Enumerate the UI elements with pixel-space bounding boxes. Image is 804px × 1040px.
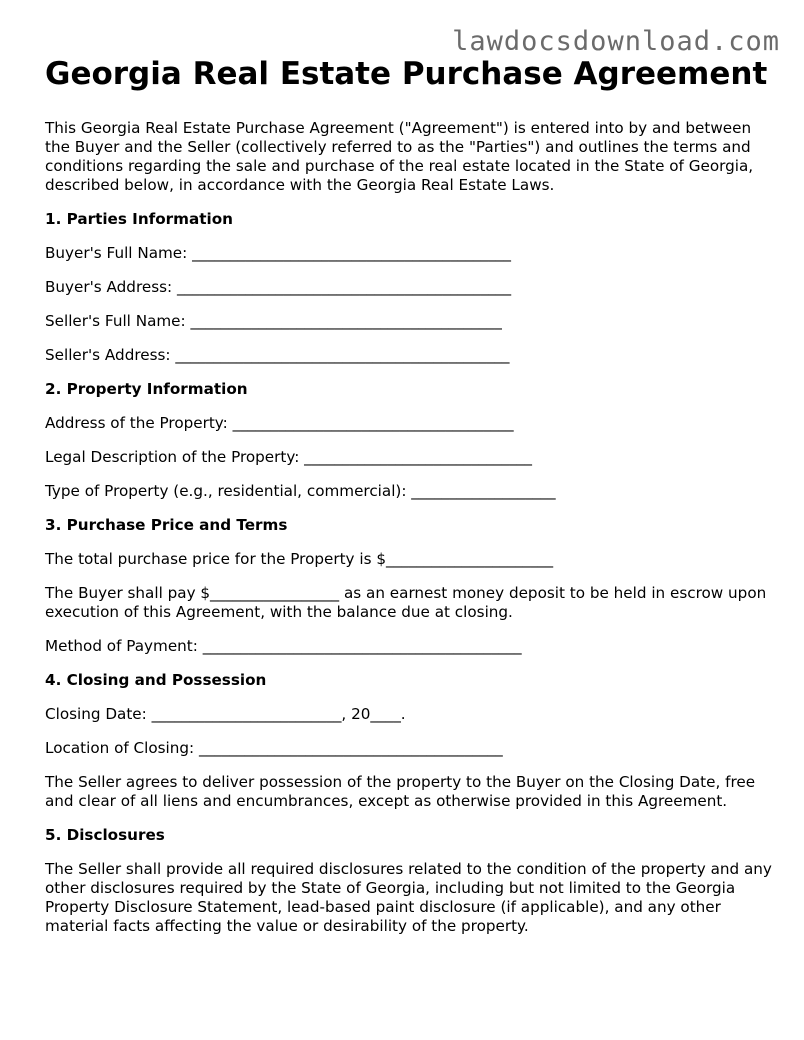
watermark: lawdocsdownload.com (452, 26, 780, 57)
section-heading-property: 2. Property Information (45, 380, 248, 398)
seller-address-field: Seller's Address: ____________________________________________ (45, 346, 510, 364)
payment-method-field: Method of Payment: __________________________________________ (45, 637, 522, 655)
property-address-field: Address of the Property: _____________________________________ (45, 414, 514, 432)
intro-paragraph: This Georgia Real Estate Purchase Agreement ("Agreement") is entered into by and between the Buyer and the Seller (collectively referred to as the "Parties") and outlines the terms and conditions regarding the sale and purchase of the real estate located in the State of Georgia, described below, in accordance with the Georgia Real Estate Laws. (45, 119, 754, 194)
purchase-price-field: The total purchase price for the Property is $______________________ (45, 550, 554, 568)
seller-name-field: Seller's Full Name: _________________________________________ (45, 312, 502, 330)
closing-date-field: Closing Date: _________________________, 20____. (45, 705, 406, 723)
disclosures-paragraph: The Seller shall provide all required disclosures related to the condition of the property and any other disclosures required by the State of Georgia, including but not limited to the Georgia Property Disclosure Statement, lead-based paint disclosure (if applicable), and any other material facts affecting the value or desirability of the property. (45, 860, 772, 935)
closing-location-field: Location of Closing: ________________________________________ (45, 739, 503, 757)
buyer-name-field: Buyer's Full Name: __________________________________________ (45, 244, 512, 262)
document (45, 56, 775, 936)
section-heading-price: 3. Purchase Price and Terms (45, 516, 288, 534)
legal-description-field: Legal Description of the Property: ______________________________ (45, 448, 532, 466)
possession-paragraph: The Seller agrees to deliver possession of the property to the Buyer on the Closing Date, free and clear of all liens and encumbrances, except as otherwise provided in this Agreement. (45, 773, 756, 810)
section-heading-closing: 4. Closing and Possession (45, 671, 267, 689)
page-title: Georgia Real Estate Purchase Agreement (45, 56, 768, 92)
section-heading-disclosures: 5. Disclosures (45, 826, 165, 844)
section-heading-parties: 1. Parties Information (45, 210, 233, 228)
buyer-address-field: Buyer's Address: ____________________________________________ (45, 278, 512, 296)
property-type-field: Type of Property (e.g., residential, commercial): ___________________ (45, 482, 556, 500)
earnest-deposit-paragraph: The Buyer shall pay $_________________ as an earnest money deposit to be held in escrow upon execution of this Agreement, with the balance due at closing. (45, 584, 767, 621)
